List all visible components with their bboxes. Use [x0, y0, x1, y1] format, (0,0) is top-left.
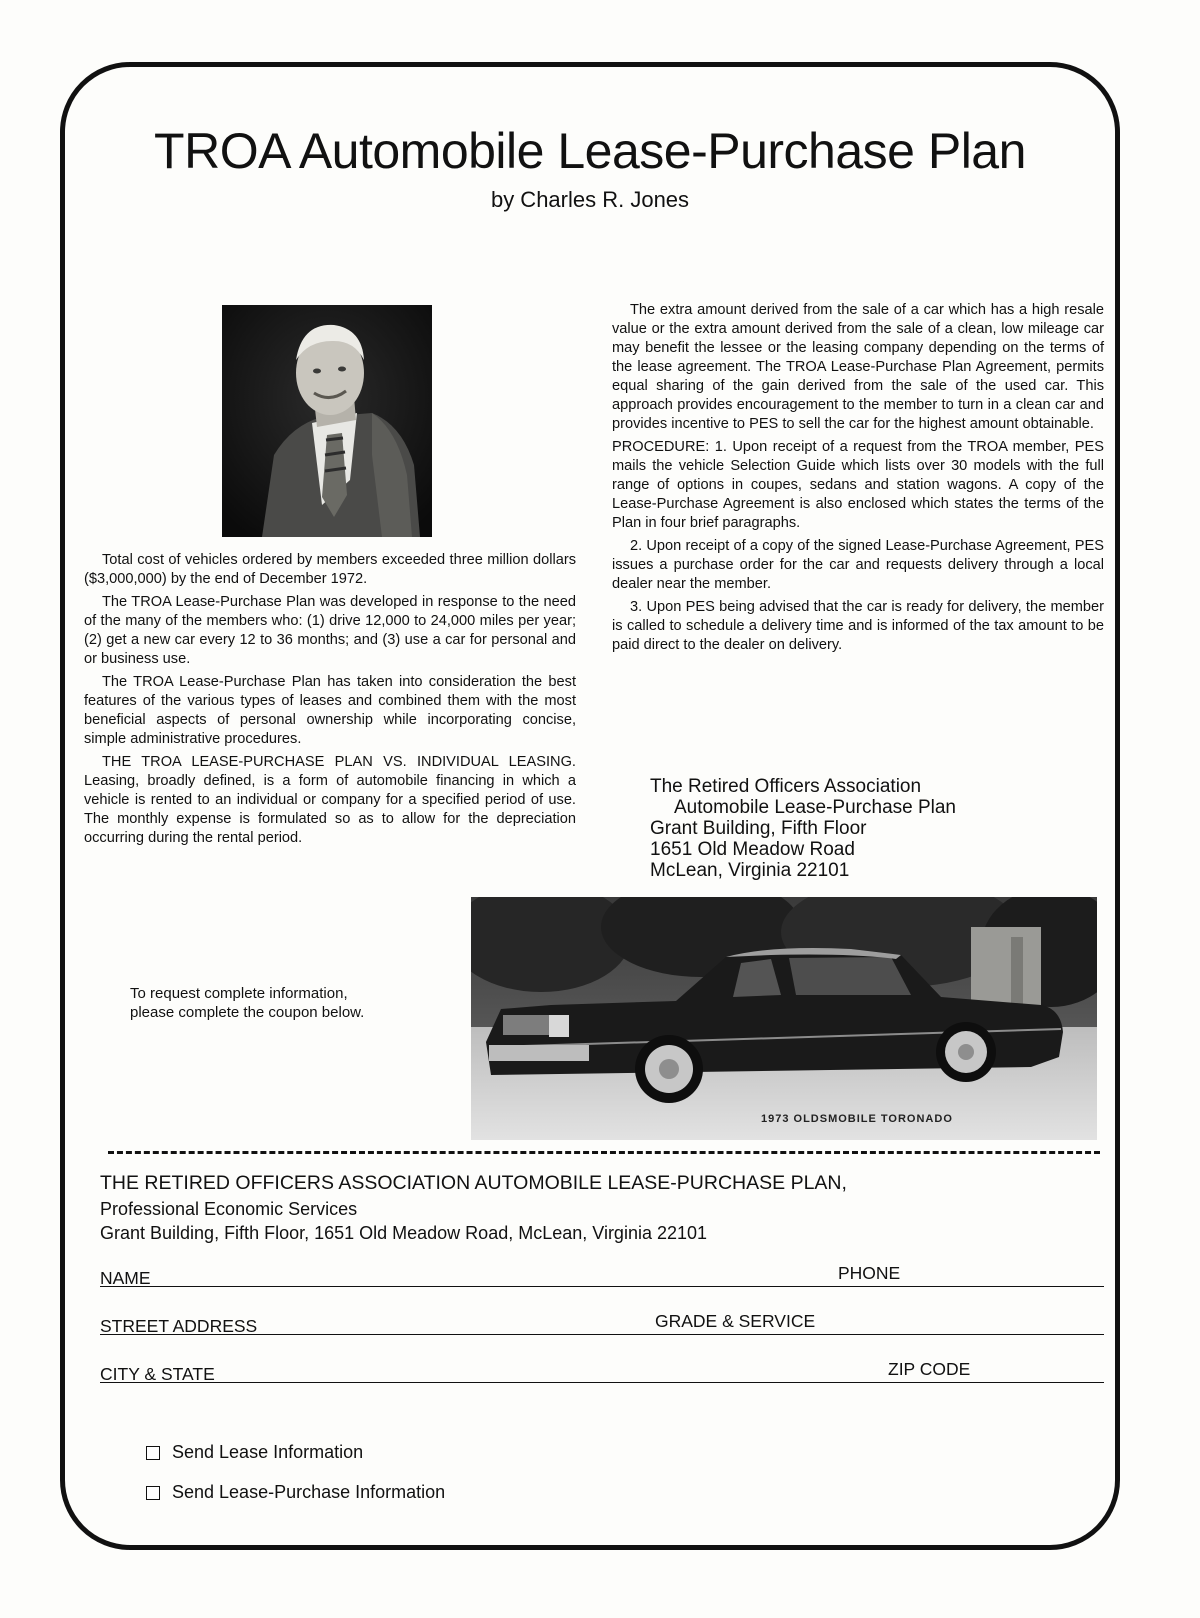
paragraph: 2. Upon receipt of a copy of the signed Lease-Purchase Agreement, PES issues a purchase order for the car and requests delivery through a local dealer near the member. — [612, 538, 1104, 592]
coupon-cut-line — [108, 1151, 1100, 1154]
coupon-org: Professional Economic Services — [100, 1199, 358, 1219]
request-line: please complete the coupon below. — [130, 1004, 365, 1021]
city-state-field-label: CITY & STATE — [100, 1364, 215, 1384]
page-title: TROA Automobile Lease-Purchase Plan — [154, 123, 1026, 179]
paragraph: The TROA Lease-Purchase Plan has taken into consideration the best features of the various types of leases and combined them with the most beneficial aspects of personal ownership while incorporating concise, simple administrative procedures. — [84, 674, 576, 747]
address-line: Automobile Lease-Purchase Plan — [674, 797, 957, 818]
coupon-address: Grant Building, Fifth Floor, 1651 Old Meadow Road, McLean, Virginia 22101 — [100, 1223, 708, 1243]
send-lease-option[interactable] — [146, 1442, 363, 1463]
paragraph: PROCEDURE: 1. Upon receipt of a request from the TROA member, PES mails the vehicle Selection Guide which lists over 30 models with the full range of options in coupes, sedans and station wagons. A copy of the Lease-Purchase Agreement is also enclosed which states the terms of the Plan in four brief paragraphs. — [612, 439, 1104, 531]
address-block — [650, 776, 956, 881]
author-portrait-photo — [222, 305, 432, 537]
street-address-field-label: STREET ADDRESS — [100, 1316, 258, 1336]
city-zip-input-line[interactable] — [100, 1382, 1104, 1383]
street-grade-input-line[interactable] — [100, 1334, 1104, 1335]
name-phone-input-line[interactable] — [100, 1286, 1104, 1287]
car-caption: 1973 OLDSMOBILE TORONADO — [761, 1113, 953, 1125]
car-photo — [471, 897, 1097, 1140]
left-column — [84, 551, 576, 852]
grade-service-field-label: GRADE & SERVICE — [655, 1311, 816, 1331]
address-line: Grant Building, Fifth Floor — [650, 818, 867, 839]
paragraph: The extra amount derived from the sale of a car which has a high resale value or the extra amount derived from the sale of a clean, low mileage car may benefit the lessee or the leasing company depending on the terms of the lease agreement. The TROA Lease-Purchase Plan Agreement, permits equal sharing of the gain derived from the sale of the used car. This approach provides encouragement to the member to turn in a clean car and provides incentive to PES to sell the car for the highest amount obtainable. — [612, 302, 1104, 432]
send-lease-purchase-label: Send Lease-Purchase Information — [172, 1482, 446, 1502]
lease-checkbox[interactable] — [146, 1446, 160, 1460]
address-line: 1651 Old Meadow Road — [650, 839, 855, 860]
address-line: McLean, Virginia 22101 — [650, 860, 850, 881]
send-lease-label: Send Lease Information — [172, 1442, 364, 1462]
request-line: To request complete information, — [130, 985, 348, 1002]
paragraph: The TROA Lease-Purchase Plan was developed in response to the need of the many of the members who: (1) drive 12,000 to 24,000 miles per year; (2) get a new car every 12 to 36 months; and (3) use a car for personal and or business use. — [84, 594, 576, 667]
phone-field-label: PHONE — [838, 1263, 901, 1283]
paragraph: THE TROA LEASE-PURCHASE PLAN VS. INDIVIDUAL LEASING. Leasing, broadly defined, is a form of automobile financing in which a vehicle is rented to an individual or company for a specified period of use. The monthly expense is formulated so as to allow for the depreciation occurring during the rental period. — [84, 754, 576, 846]
right-column — [612, 301, 1104, 659]
paragraph: 3. Upon PES being advised that the car is ready for delivery, the member is called to schedule a delivery time and is informed of the tax amount to be paid direct to the dealer on delivery. — [612, 599, 1104, 653]
address-line: The Retired Officers Association — [650, 776, 922, 797]
send-lease-purchase-option[interactable] — [146, 1482, 445, 1503]
byline: by Charles R. Jones — [490, 187, 690, 212]
zip-code-field-label: ZIP CODE — [888, 1359, 971, 1379]
request-note — [130, 984, 364, 1022]
lease-purchase-checkbox[interactable] — [146, 1486, 160, 1500]
paragraph: Total cost of vehicles ordered by members exceeded three million dollars ($3,000,000) by the end of December 1972. — [84, 552, 576, 587]
coupon-heading: THE RETIRED OFFICERS ASSOCIATION AUTOMOBILE LEASE-PURCHASE PLAN, — [100, 1172, 847, 1194]
name-field-label: NAME — [100, 1268, 151, 1288]
